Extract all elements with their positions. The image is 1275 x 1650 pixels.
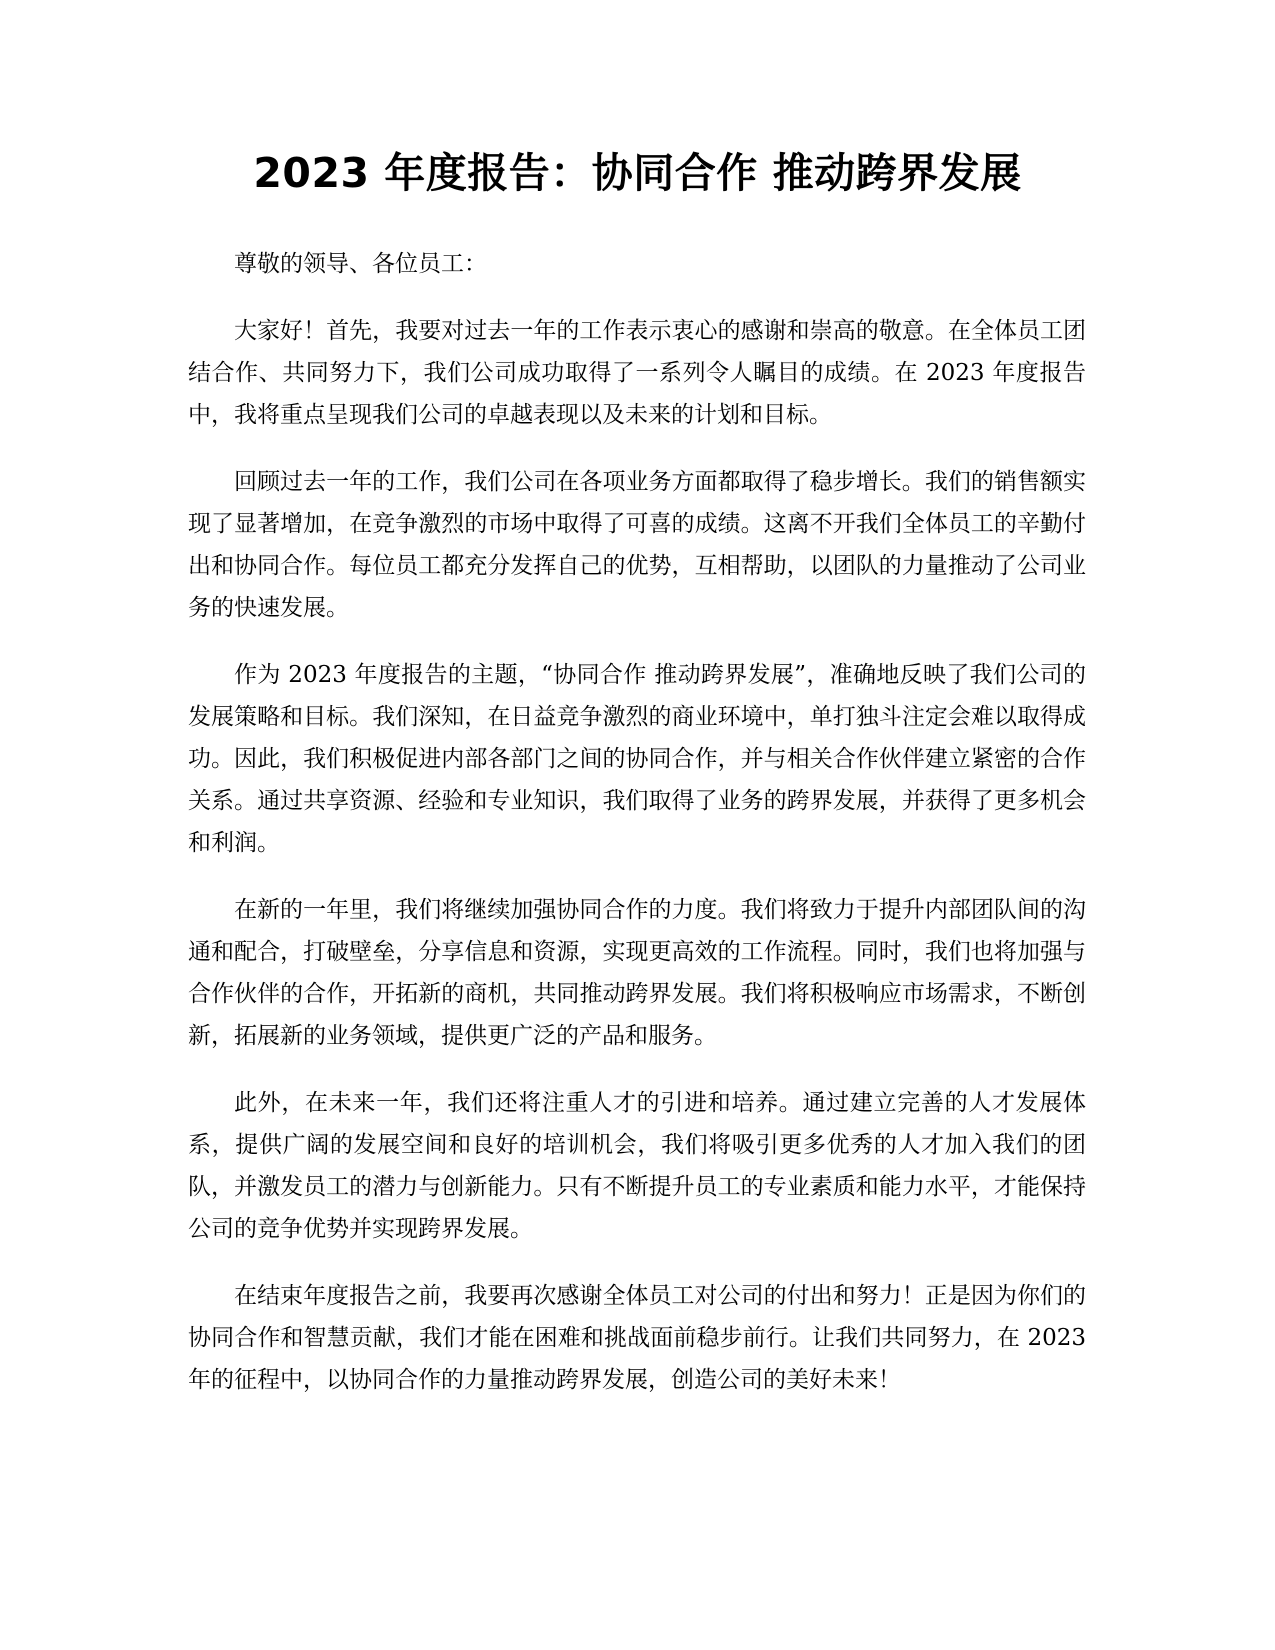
paragraph-next-year: 在新的一年里，我们将继续加强协同合作的力度。我们将致力于提升内部团队间的沟通和配合，打破壁垒，分享信息和资源，实现更高效的工作流程。同时，我们也将加强与合作伙伴的合作，开拓新的商机，共同推动跨界发展。我们将积极响应市场需求，不断创新，拓展新的业务领域，提供更广泛的产品和服务。 bbox=[188, 897, 1086, 1049]
paragraph-review: 回顾过去一年的工作，我们公司在各项业务方面都取得了稳步增长。我们的销售额实现了显著增加，在竞争激烈的市场中取得了可喜的成绩。这离不开我们全体员工的辛勤付出和协同合作。每位员工都充分发挥自己的优势，互相帮助，以团队的力量推动了公司业务的快速发展。 bbox=[188, 469, 1086, 621]
paragraph-talent: 此外，在未来一年，我们还将注重人才的引进和培养。通过建立完善的人才发展体系，提供广阔的发展空间和良好的培训机会，我们将吸引更多优秀的人才加入我们的团队，并激发员工的潜力与创新能力。只有不断提升员工的专业素质和能力水平，才能保持公司的竞争优势并实现跨界发展。 bbox=[188, 1090, 1086, 1242]
document-title: 2023 年度报告：协同合作 推动跨界发展 bbox=[253, 149, 1022, 197]
paragraph-closing: 在结束年度报告之前，我要再次感谢全体员工对公司的付出和努力！正是因为你们的协同合作和智慧贡献，我们才能在困难和挑战面前稳步前行。让我们共同努力，在 2023 年的征程中，以协同合作的力量推动跨界发展，创造公司的美好未来！ bbox=[188, 1283, 1086, 1393]
document-body bbox=[188, 243, 1086, 1426]
paragraph-greeting: 大家好！首先，我要对过去一年的工作表示衷心的感谢和崇高的敬意。在全体员工团结合作、共同努力下，我们公司成功取得了一系列令人瞩目的成绩。在 2023 年度报告中，我将重点呈现我们公司的卓越表现以及未来的计划和目标。 bbox=[188, 318, 1086, 428]
paragraph-theme: 作为 2023 年度报告的主题，“协同合作 推动跨界发展”，准确地反映了我们公司的发展策略和目标。我们深知，在日益竞争激烈的商业环境中，单打独斗注定会难以取得成功。因此，我们积极促进内部各部门之间的协同合作，并与相关合作伙伴建立紧密的合作关系。通过共享资源、经验和专业知识，我们取得了业务的跨界发展，并获得了更多机会和利润。 bbox=[188, 662, 1086, 856]
salutation: 尊敬的领导、各位员工： bbox=[234, 251, 487, 277]
